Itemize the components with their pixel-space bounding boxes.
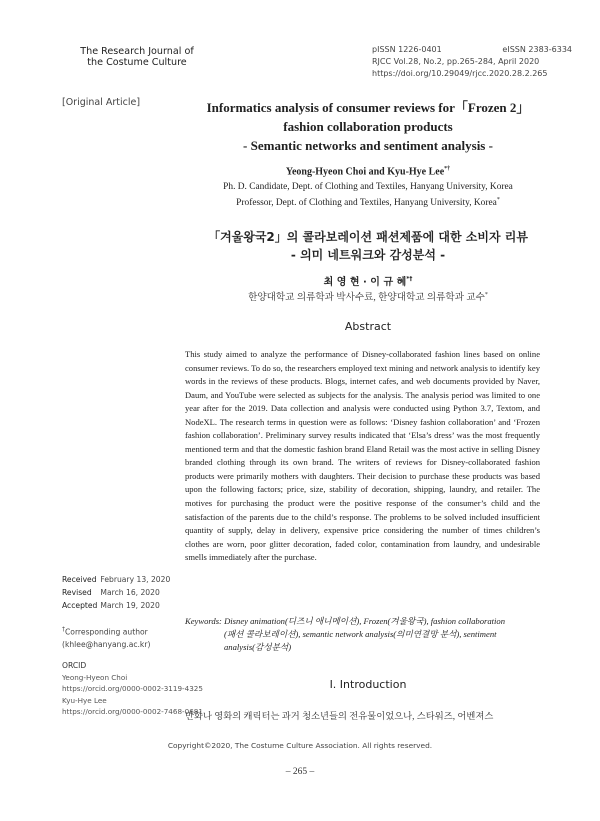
abstract-heading: Abstract xyxy=(344,320,392,333)
journal-name-line1: The Research Journal of xyxy=(80,46,194,57)
keywords-label: Keywords: xyxy=(185,616,222,626)
eissn: eISSN 2383-6334 xyxy=(502,45,572,54)
affiliation-en-1: Ph. D. Candidate, Dept. of Clothing and Textiles, Hanyang University, Korea xyxy=(223,182,513,192)
orcid-name-1: Yeong-Hyeon Choi xyxy=(62,672,128,682)
authors-ko-names: 최 영 현 · 이 규 혜 xyxy=(323,277,407,288)
introduction-text: 만화나 영화의 캐릭터는 과거 청소년들의 전유물이었으나, 스타워즈, 어벤져스 xyxy=(185,712,494,722)
keywords-line3: analysis(감성분석) xyxy=(224,642,292,653)
citation: RJCC Vol.28, No.2, pp.265-284, April 2020 xyxy=(372,57,540,66)
article-dates xyxy=(62,573,170,612)
affiliation-en-2: Professor, Dept. of Clothing and Textiles, Hanyang University, Korea* xyxy=(236,196,500,208)
pissn: pISSN 1226-0401 xyxy=(372,45,442,54)
authors-en-names: Yeong-Hyeon Choi and Kyu-Hye Lee xyxy=(285,166,445,178)
copyright: Copyright©2020, The Costume Culture Association. All rights reserved. xyxy=(167,741,433,750)
corresponding-author xyxy=(62,624,150,651)
orcid-link-2[interactable]: https://orcid.org/0000-0002-7468-0681 xyxy=(62,707,203,716)
authors-ko xyxy=(178,273,558,288)
keywords-line1: Keywords: Disney animation(디즈니 애니메이션), Frozen(겨울왕국), fashion collaboration xyxy=(185,616,506,626)
affiliations-ko xyxy=(178,289,558,303)
paper-title-ko xyxy=(178,228,558,264)
title-line1: Informatics analysis of consumer reviews for「Frozen 2」 xyxy=(206,100,530,115)
orcid-heading: ORCID xyxy=(62,661,87,670)
corresponding-email[interactable]: (khlee@hanyang.ac.kr) xyxy=(62,639,151,649)
doi-link[interactable]: https://doi.org/10.29049/rjcc.2020.28.2.265 xyxy=(372,69,548,78)
abstract-body: This study aimed to analyze the performance of Disney-collaborated fashion lines based on online consumer reviews. To do so, the researchers employed text mining and network analysis to identify key words in the reviews of these products. Blogs, internet cafes, and web documents provided by Naver, Daum, and YouTube were selected as subjects for the analysis. The analysis period was limited to one year after for the 2019. Data collection and analysis were conducted using Python 3.7, Textom, and NodeXL. The research terms in question were as follows: ‘Disney fashion collaboration’ and ‘Frozen fashion collaboration’. Preliminary survey results indicated that ‘Elsa’s dress’ was the most frequently mentioned term and that the domestic fashion brand Eland Retail was the most active in selling Disney branded clothing through its own brand. The writers of reviews for Disney-collaborated fashion products were primarily mothers with daughters. Their decision to purchase these products was based upon the following factors; price, size, stability of decoration, shipping, laundry, and retailer. The motives for purchasing the product were the positive response of the consumer’s child and the satisfaction of the parents due to the child’s response. The problems to be solved included insufficient quantity of supply, delay in delivery, expensive price considering the number of times children’s clothes are worn, poor glitter decoration, faded color, contamination from laundry, and undesirable smells immediately after the purchase. xyxy=(185,349,540,563)
authors-en xyxy=(178,166,558,177)
title-line2: fashion collaboration products xyxy=(283,119,453,134)
keywords xyxy=(185,615,540,655)
corresponding-label: †Corresponding author xyxy=(62,626,148,637)
affiliations-ko-text: 한양대학교 의류학과 박사수료, 한양대학교 의류학과 교수 xyxy=(248,292,485,303)
introduction-heading: I. Introduction xyxy=(329,678,407,691)
authors-ko-mark: *† xyxy=(406,275,413,283)
authors-en-mark: *† xyxy=(444,166,451,172)
keywords-line2: (패션 콜라보레이션), semantic network analysis(의미연결망 분석), sentiment xyxy=(224,629,497,640)
article-type: [Original Article] xyxy=(62,97,141,108)
affiliations-ko-mark: * xyxy=(484,291,488,298)
journal-name xyxy=(62,46,212,68)
paper-title-en xyxy=(178,98,558,155)
accepted-date: Accepted March 19, 2020 xyxy=(62,601,160,610)
affiliations-en xyxy=(178,181,558,209)
received-date: Received February 13, 2020 xyxy=(62,575,171,584)
orcid-link-1[interactable]: https://orcid.org/0000-0002-3119-4325 xyxy=(62,684,203,693)
journal-name-line2: the Costume Culture xyxy=(87,57,187,68)
orcid-name-2: Kyu-Hye Lee xyxy=(62,695,107,705)
title-ko-line2: - 의미 네트워크와 감성분석 - xyxy=(290,248,446,262)
title-line3: - Semantic networks and sentiment analysis - xyxy=(243,138,493,153)
page-number: – 265 – xyxy=(285,767,315,777)
revised-date: Revised March 16, 2020 xyxy=(62,588,160,597)
journal-info xyxy=(372,44,572,80)
title-ko-line1: 「겨울왕국2」의 콜라보레이션 패션제품에 대한 소비자 리뷰 xyxy=(208,230,528,244)
